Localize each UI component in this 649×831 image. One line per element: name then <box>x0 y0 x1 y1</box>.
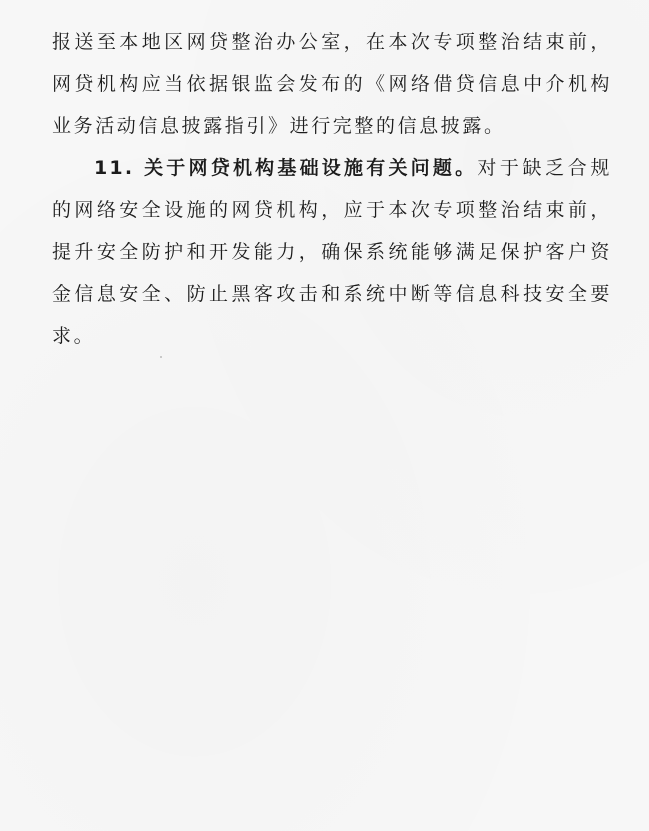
section-heading: 11. 关于网贷机构基础设施有关问题。 <box>94 157 478 179</box>
paragraph-disclosure <box>52 21 612 147</box>
paragraph-infrastructure-text: 对于缺乏合规的网络安全设施的网贷机构，应于本次专项整治结束前，提升安全防护和开发能力，确保系统能够满足保护客户资金信息安全、防止黑客攻击和系统中断等信息科技安全要求。 <box>52 157 612 347</box>
paragraph-infrastructure <box>52 147 612 357</box>
paragraph-disclosure-text: 报送至本地区网贷整治办公室，在本次专项整治结束前，网贷机构应当依据银监会发布的《网络借贷信息中介机构业务活动信息披露指引》进行完整的信息披露。 <box>52 31 612 137</box>
scan-speck <box>160 356 162 358</box>
